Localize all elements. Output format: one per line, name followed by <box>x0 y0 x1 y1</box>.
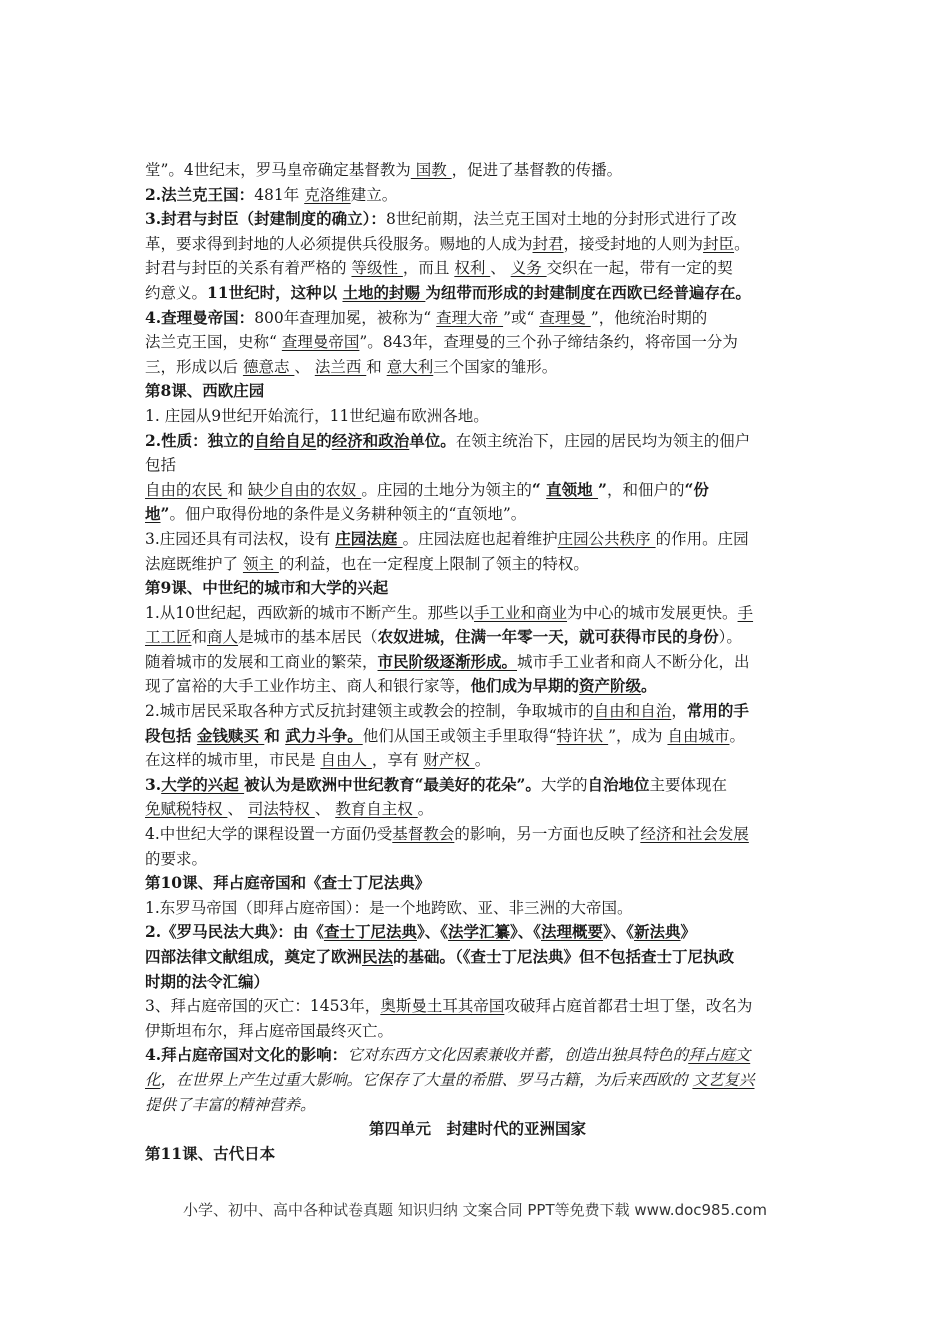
text-segment: 。 <box>417 800 434 819</box>
document-body <box>145 158 810 1166</box>
text-segment: 主要体现在 <box>649 775 727 794</box>
text-segment: 第8课、西欧庄园 <box>145 381 265 401</box>
underlined-answer: 免赋税特权 <box>145 800 228 819</box>
text-segment: 11世纪时，这种以 <box>207 282 343 302</box>
underlined-answer: 缺少自由的农奴 <box>247 480 362 499</box>
underlined-answer: 市民阶级逐渐形成。 <box>377 651 518 671</box>
text-line <box>145 920 810 945</box>
text-line <box>145 994 810 1019</box>
text-segment: 他们从国王或领主手里取得“ <box>362 726 557 745</box>
underlined-answer: 领主 <box>242 554 279 573</box>
underlined-answer: 手工业和商业 <box>474 603 568 622</box>
text-segment: 段包括 <box>145 725 197 745</box>
text-segment: 现了富裕的大手工业作坊主、商人和银行家等， <box>145 677 471 696</box>
underlined-answer: 封君 <box>532 234 564 253</box>
text-line <box>145 158 810 183</box>
text-segment: 法兰克王国，史称“ <box>145 333 282 352</box>
text-line <box>145 601 810 626</box>
underlined-answer: 资产阶级 <box>579 676 642 696</box>
text-segment: 》 <box>680 922 697 942</box>
text-line <box>145 453 810 478</box>
text-segment: 。庄园的土地分为领主的 <box>361 480 532 499</box>
text-segment: 攻破拜占庭首都君士坦丁堡，改名为 <box>504 997 753 1016</box>
text-segment: 被认为是欧洲中世纪教育“最美好的花朵”。 <box>244 774 541 794</box>
text-segment: 和 <box>191 628 208 647</box>
underlined-answer: 等级性 <box>351 259 403 278</box>
underlined-answer: 权利 <box>454 259 491 278</box>
text-segment: 》、《 <box>416 922 448 942</box>
text-line <box>145 625 810 650</box>
text-segment: 约意义。 <box>145 283 208 302</box>
underlined-answer: 地 <box>145 504 161 524</box>
text-segment: 800年查理加冕，被称为“ <box>254 308 437 327</box>
underlined-answer: 德意志 <box>242 357 295 376</box>
text-line <box>145 429 810 454</box>
underlined-answer: 民法 <box>362 947 394 966</box>
text-segment: 1.东罗马帝国（即拜占庭帝国）：是一个地跨欧、亚、非三洲的大帝国。 <box>145 898 633 917</box>
underlined-answer: 特许状 <box>556 726 609 745</box>
text-segment: 的要求。 <box>145 849 208 868</box>
text-line <box>145 847 810 872</box>
text-line <box>145 1093 810 1118</box>
text-segment: ”。843年，查理曼的三个孙子缔结条约，将帝国一分为 <box>359 333 738 352</box>
text-line <box>145 1117 810 1142</box>
text-segment: 、 <box>314 800 336 819</box>
underlined-answer: 义务 <box>510 259 547 278</box>
underlined-answer: 商人 <box>207 628 239 647</box>
text-segment: 3.庄园还具有司法权，设有 <box>145 529 336 548</box>
text-line <box>145 699 810 724</box>
underlined-answer: 意大利 <box>386 357 434 376</box>
text-segment: 。 <box>474 751 491 770</box>
text-line <box>145 207 810 232</box>
text-segment: 它对东西方文化因素兼收并蓄，创造出独具特色的 <box>347 1046 689 1065</box>
text-segment: 革，要求得到封地的人必须提供兵役服务。赐地的人成为 <box>145 234 533 253</box>
text-segment: ” <box>598 479 607 499</box>
underlined-answer: 财产权 <box>423 751 475 770</box>
text-segment: 、 <box>490 259 511 278</box>
underlined-answer: 国教 <box>410 161 452 179</box>
text-segment: 提供了丰富的精神营养。 <box>145 1095 316 1114</box>
underlined-answer: 新法典 <box>634 922 681 942</box>
text-segment: 2.性质：独立的 <box>145 430 255 450</box>
text-line <box>145 1043 810 1068</box>
text-segment: ” <box>160 504 170 524</box>
text-segment: 。庄园法庭也起着维护 <box>402 529 558 548</box>
text-line <box>145 674 810 699</box>
underlined-answer: 大学的兴起 <box>161 774 245 794</box>
text-segment: 为纽带而形成的封建制度在西欧已经普遍存在。 <box>425 282 751 302</box>
text-segment: ”，他统治时期的 <box>590 308 708 327</box>
underlined-answer: 查士丁尼法典 <box>323 922 417 942</box>
text-segment: ，享有 <box>371 751 424 770</box>
text-line <box>145 724 810 749</box>
underlined-answer: 克洛维 <box>304 185 351 204</box>
text-segment: 》、《 <box>603 922 635 942</box>
underlined-answer: 教育自主权 <box>335 800 418 819</box>
underlined-answer: 司法特权 <box>247 800 315 819</box>
page-footer: 小学、初中、高中各种试卷真题 知识归纳 文案合同 PPT等免费下载 www.doc985.com <box>183 1201 767 1219</box>
underlined-answer: 金钱赎买 <box>196 725 265 745</box>
underlined-answer: 庄园公共秩序 <box>557 529 656 548</box>
text-segment: 481年 <box>254 185 305 204</box>
underlined-answer: 奥斯曼土耳其帝国 <box>380 997 505 1016</box>
text-segment: 。 <box>729 726 745 745</box>
text-segment: ，而且 <box>402 259 455 278</box>
text-segment: 》、《 <box>509 922 541 942</box>
text-line <box>145 822 810 847</box>
text-segment: ，促进了基督教的传播。 <box>451 161 623 179</box>
text-segment: 4.查理曼帝国： <box>145 307 255 327</box>
text-segment: 单位。 <box>409 430 456 450</box>
text-segment: 和 <box>227 480 248 499</box>
text-line <box>145 183 810 208</box>
text-line <box>145 748 810 773</box>
underlined-answer: 文艺复兴 <box>692 1070 755 1089</box>
text-segment: 为中心的城市发展更快。 <box>567 603 738 622</box>
underlined-answer: 武力斗争。 <box>285 725 363 745</box>
underlined-answer: 查理曼帝国 <box>281 333 360 352</box>
text-line <box>145 355 810 380</box>
text-segment: 的 <box>316 430 332 450</box>
text-segment: 2.法兰克王国： <box>145 184 255 204</box>
text-segment: 是城市的基本居民（ <box>238 628 378 647</box>
text-line <box>145 330 810 355</box>
underlined-answer: 自由和自治 <box>593 702 672 721</box>
text-segment: 的影响，另一方面也反映了 <box>454 825 641 844</box>
text-line <box>145 552 810 577</box>
text-segment: ”或“ <box>503 308 540 327</box>
text-segment: 3. <box>145 774 162 794</box>
text-segment: 第9课、中世纪的城市和大学的兴起 <box>145 578 389 598</box>
text-segment: 三个国家的雏形。 <box>433 357 558 376</box>
text-line <box>145 576 810 601</box>
text-segment: 1. 庄园从9世纪开始流行，11世纪遍布欧洲各地。 <box>145 406 489 425</box>
text-segment: 在领主统治下，庄园的居民均为领主的佃户 <box>455 431 751 450</box>
underlined-answer: 查理大帝 <box>436 308 504 327</box>
text-segment: 4.中世纪大学的课程设置一方面仍受 <box>145 825 393 844</box>
text-segment: 包括 <box>145 456 177 475</box>
text-line <box>145 797 810 822</box>
underlined-answer: 经济和社会发展 <box>640 825 749 844</box>
text-line <box>145 1019 810 1044</box>
text-segment: 封君与封臣的关系有着严格的 <box>145 259 352 278</box>
underlined-answer: 庄园法庭 <box>335 528 403 548</box>
text-segment: 大学的 <box>540 775 588 794</box>
underlined-answer: 法兰西 <box>314 357 367 376</box>
underlined-answer: 基督教会 <box>392 825 455 844</box>
text-line <box>145 871 810 896</box>
text-segment: 和 <box>264 725 286 745</box>
text-line <box>145 281 810 306</box>
text-line <box>145 773 810 798</box>
text-line <box>145 970 810 995</box>
text-segment: 的作用。庄园 <box>655 529 749 548</box>
text-segment: 建立。 <box>350 185 398 204</box>
underlined-answer: 工工匠 <box>145 628 192 647</box>
text-segment: 交织在一起，带有一定的契 <box>546 259 733 278</box>
underlined-answer: 法理概要 <box>541 922 604 942</box>
text-segment: 2.城市居民采取各种方式反抗封建领主或教会的控制，争取城市的 <box>145 702 594 721</box>
text-segment: “ <box>531 479 547 499</box>
text-line <box>145 1142 810 1167</box>
text-segment: 。 <box>641 676 657 696</box>
underlined-answer: 自给自足 <box>254 430 317 450</box>
text-segment: 8世纪前期，法兰克王国对土地的分封形式进行了改 <box>385 210 737 229</box>
text-segment: 的利益，也在一定程度上限制了领主的特权。 <box>278 554 589 573</box>
text-segment: 、 <box>294 357 315 376</box>
text-segment: 城市手工业者和商人不断分化，出 <box>517 652 750 671</box>
text-segment: ， <box>671 702 687 721</box>
text-segment: 法庭既维护了 <box>145 554 243 573</box>
underlined-answer: 自由人 <box>320 751 372 770</box>
text-segment: 、 <box>227 800 248 819</box>
underlined-answer: 手 <box>737 603 754 622</box>
text-segment: ）。 <box>718 628 742 647</box>
underlined-answer: 自由的农民 <box>145 480 228 499</box>
underlined-answer: 化 <box>145 1070 161 1089</box>
underlined-answer: 法学汇纂 <box>447 922 510 942</box>
text-segment: 第四单元 封建时代的亚洲国家 <box>368 1119 586 1139</box>
text-segment: 3、拜占庭帝国的灭亡：1453年， <box>145 997 381 1016</box>
text-segment: 的基础。（《查士丁尼法典》但不包括查士丁尼执政 <box>393 947 735 966</box>
text-line <box>145 945 810 970</box>
text-line <box>145 256 810 281</box>
text-segment: 3.封君与封臣（封建制度的确立）： <box>145 209 386 229</box>
text-line <box>145 306 810 331</box>
text-line <box>145 232 810 257</box>
text-line <box>145 379 810 404</box>
text-segment: 三，形成以后 <box>145 357 243 376</box>
text-segment: 常用的手 <box>686 701 749 721</box>
text-segment: 2.《罗马民法大典》：由《 <box>145 922 324 942</box>
underlined-answer: 直领地 <box>546 479 599 499</box>
text-line <box>145 502 810 527</box>
underlined-answer: 经济和政治 <box>331 430 410 450</box>
text-segment: 。佃户取得份地的条件是义务耕种领主的“直领地”。 <box>169 505 527 524</box>
text-segment: ，和佃户的 <box>606 480 685 499</box>
text-segment: 4.拜占庭帝国对文化的影响： <box>145 1045 348 1065</box>
text-segment: “份 <box>684 479 709 499</box>
underlined-answer: 自由城市 <box>667 726 730 745</box>
text-segment: ，在世界上产生过重大影响。它保存了大量的希腊、罗马古籍，为后来西欧的 <box>160 1070 693 1089</box>
text-segment: 随着城市的发展和工商业的繁荣， <box>145 652 378 671</box>
text-line <box>145 478 810 503</box>
text-segment: 四部法律文献组成，奠定了欧洲 <box>145 947 363 966</box>
text-line <box>145 1068 810 1093</box>
text-segment: 他们成为早期的 <box>470 676 580 696</box>
text-segment: 第10课、拜占庭帝国和《查士丁尼法典》 <box>145 873 431 893</box>
text-segment: 。 <box>734 234 750 253</box>
underlined-answer: 查理曼 <box>539 308 591 327</box>
underlined-answer: 拜占庭文 <box>688 1046 751 1065</box>
underlined-answer: 封臣 <box>703 234 735 253</box>
text-segment: 农奴进城，住满一年零一天，就可获得市民的身份 <box>377 627 719 647</box>
text-segment: ，接受封地的人则为 <box>563 234 704 253</box>
text-segment: 和 <box>366 357 387 376</box>
text-line <box>145 527 810 552</box>
text-line <box>145 896 810 921</box>
text-segment: 在这样的城市里，市民是 <box>145 751 321 770</box>
text-segment: 第11课、古代日本 <box>145 1143 276 1163</box>
text-line <box>145 404 810 429</box>
underlined-answer: 土地的封赐 <box>342 282 426 302</box>
text-segment: 自治地位 <box>587 774 650 794</box>
text-segment: 堂”。4世纪末，罗马皇帝确定基督教为 <box>145 161 411 179</box>
text-segment: ”，成为 <box>608 726 668 745</box>
text-segment: 1.从10世纪起，西欧新的城市不断产生。那些以 <box>145 603 475 622</box>
text-segment: 伊斯坦布尔，拜占庭帝国最终灭亡。 <box>145 1021 394 1040</box>
text-line <box>145 650 810 675</box>
text-segment: 时期的法令汇编） <box>145 971 270 991</box>
